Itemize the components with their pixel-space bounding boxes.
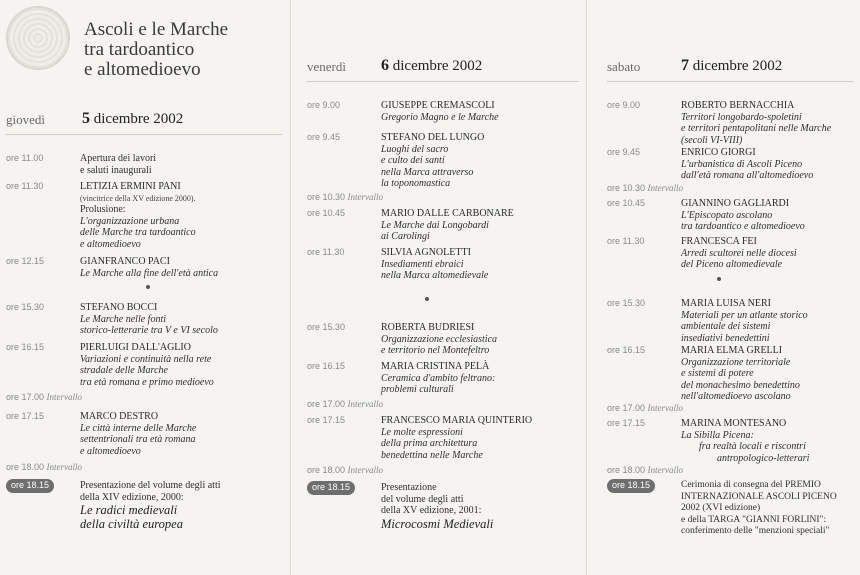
item-talk-line: Ceramica d'ambito feltrano: (381, 372, 496, 384)
item-speaker: ROBERTO BERNACCHIA (681, 100, 795, 111)
item-talk-line: ai Carolingi (381, 231, 430, 242)
item-talk-line: e altomedioevo (80, 445, 141, 457)
main-title (84, 20, 228, 80)
item-talk-line: Variazioni e continuità nella rete (80, 353, 212, 365)
item-time: ore 17.15 (307, 415, 346, 425)
item-talk-line: tra età romana e primo medioevo (80, 376, 214, 388)
interval-row (6, 392, 82, 402)
day-rule (6, 134, 282, 135)
title-line: Ascoli e le Marche (84, 19, 229, 40)
item-talk-line: Territori longobardo-spoletini (681, 111, 802, 123)
item-body (681, 418, 809, 464)
item-body (381, 322, 497, 357)
item-body (381, 247, 488, 282)
item-speaker: GIANNINO GAGLIARDI (681, 198, 790, 209)
day-date-number: 7 (681, 57, 689, 74)
item-speaker: ROBERTA BUDRIESI (381, 322, 475, 333)
interval-label: Intervallo (647, 183, 684, 193)
item-talk-line: fra realtà locali e riscontri (699, 441, 806, 452)
day-name: venerdì (307, 59, 346, 74)
item-time: ore 9.45 (607, 147, 641, 157)
item-body (381, 415, 532, 461)
item-line: INTERNAZIONALE ASCOLI PICENO (681, 491, 837, 502)
item-time: ore 10.45 (307, 208, 346, 218)
day-name: giovedì (6, 112, 45, 127)
item-time: ore 17.15 (6, 411, 45, 421)
item-body (80, 411, 196, 457)
interval-label: Intervallo (46, 462, 83, 472)
interval-time: ore 18.00 (607, 465, 646, 475)
interval-row (6, 462, 82, 472)
interval-label: Intervallo (647, 465, 684, 475)
item-body (381, 482, 493, 531)
item-speaker: FRANCESCA FEI (681, 236, 757, 247)
item-speaker: GIUSEPPE CREMASCOLI (381, 100, 495, 111)
item-body (80, 153, 156, 176)
item-talk-line: e territori pentapolitani nelle Marche (681, 123, 832, 134)
item-talk-line: della prima architettura (381, 438, 478, 449)
interval-row (607, 403, 683, 413)
item-talk-line: benedettina nelle Marche (381, 449, 483, 461)
item-time-highlight: ore 18.15 (607, 479, 655, 493)
item-body (681, 147, 813, 182)
item-speaker: STEFANO DEL LUNGO (381, 132, 485, 143)
day-name: sabato (607, 59, 641, 74)
interval-time: ore 17.00 (607, 403, 646, 413)
item-talk-line: storico-letterarie tra V e VI secolo (80, 325, 218, 336)
item-talk-line: nella Marca attraverso (381, 166, 474, 178)
day-date-rest: dicembre 2002 (392, 58, 483, 74)
panel-saturday (586, 0, 860, 575)
title-line: tra tardoantico (84, 39, 195, 60)
day-date-rest: dicembre 2002 (692, 58, 783, 74)
item-speaker: FRANCESCO MARIA QUINTERIO (381, 415, 533, 426)
item-line: Apertura dei lavori (80, 153, 157, 164)
item-body (381, 361, 495, 396)
item-talk-line: Materiali per un atlante storico (681, 309, 808, 321)
interval-row (307, 465, 383, 475)
item-talk-line: la toponomastica (381, 178, 451, 189)
item-time: ore 12.15 (6, 256, 45, 266)
item-talk-line: del Piceno altomedievale (681, 259, 783, 270)
item-book-title: Le radici medievali (80, 503, 178, 517)
item-talk-line: Insediamenti ebraici (381, 258, 464, 270)
interval-label: Intervallo (647, 403, 684, 413)
item-talk-line: Organizzazione ecclesiastica (381, 333, 498, 345)
interval-label: Intervallo (46, 392, 83, 402)
item-line: e della TARGA "GIANNI FORLINI": (681, 514, 827, 525)
item-body (681, 298, 808, 344)
interval-row (607, 183, 683, 193)
item-time: ore 9.00 (307, 100, 341, 110)
title-line: e altomedioevo (84, 59, 201, 80)
item-line: conferimento delle "menzioni speciali" (681, 526, 830, 536)
item-talk-line: e sistemi di potere (681, 368, 754, 379)
item-speaker: GIANFRANCO PACI (80, 256, 170, 267)
item-talk-line: dall'età romana all'altomedioevo (681, 170, 814, 181)
interval-time: ore 10.30 (607, 183, 646, 193)
item-talk-line: delle Marche tra tardoantico (80, 227, 196, 238)
day-date-rest: dicembre 2002 (93, 111, 184, 127)
item-speaker: SILVIA AGNOLETTI (381, 247, 471, 258)
day-date (82, 110, 183, 128)
item-talk-line: tra tardoantico e altomedioevo (681, 221, 805, 232)
item-body (681, 345, 800, 403)
day-header-saturday (607, 57, 859, 79)
separator-dot (717, 277, 721, 281)
item-time: ore 16.15 (307, 361, 346, 371)
item-talk-line: L'Episcopato ascolano (681, 209, 773, 221)
item-talk-line: nella Marca altomedievale (381, 270, 489, 281)
separator-dot (146, 285, 150, 289)
item-talk-line: Le Marche nelle fonti (80, 313, 166, 325)
panel-friday (290, 0, 586, 575)
item-speaker: STEFANO BOCCI (80, 302, 158, 313)
day-header-friday (307, 57, 583, 79)
item-time: ore 9.00 (607, 100, 641, 110)
item-speaker: MARIA LUISA NERI (681, 298, 772, 309)
interval-row (307, 192, 383, 202)
item-book-title: Microcosmi Medievali (381, 516, 494, 531)
item-talk-line: problemi culturali (381, 384, 454, 395)
day-rule (307, 81, 579, 82)
item-talk-line: (secoli VI-VIII) (681, 134, 743, 146)
day-rule (607, 81, 853, 82)
item-talk-line: e culto dei santi (381, 155, 445, 166)
interval-row (607, 465, 683, 475)
item-line: 2002 (XVI edizione) (681, 503, 761, 513)
item-speaker: MARIA CRISTINA PELÀ (381, 361, 490, 372)
item-line: Prolusione: (80, 204, 126, 215)
item-time: ore 11.30 (307, 247, 345, 257)
item-speaker: MARIA ELMA GRELLI (681, 345, 783, 356)
item-talk-line: ambientale dei sistemi (681, 321, 771, 332)
item-body (681, 198, 805, 233)
item-time: ore 15.30 (307, 322, 346, 332)
interval-label: Intervallo (347, 192, 384, 202)
item-line: Cerimonia di consegna del PREMIO (681, 480, 821, 490)
item-body (681, 236, 797, 271)
item-time: ore 11.30 (607, 236, 645, 246)
item-time: ore 9.45 (307, 132, 341, 142)
item-body (80, 181, 196, 250)
item-time-highlight: ore 18.15 (307, 481, 355, 495)
item-talk-line: settentrionali tra età romana (80, 434, 196, 445)
item-talk-line: del monachesimo benedettino (681, 379, 800, 391)
separator-dot (425, 297, 429, 301)
item-speaker: PIERLUIGI DALL'AGLIO (80, 342, 191, 353)
item-talk-line: Arredi scultorei nelle diocesi (681, 247, 797, 259)
item-talk-line: e altomedioevo (80, 238, 141, 250)
item-body (381, 208, 514, 243)
item-talk-line: nell'altomedioevo ascolano (681, 391, 791, 402)
item-line: Presentazione (381, 482, 437, 493)
day-date (681, 57, 782, 75)
interval-label: Intervallo (347, 465, 384, 475)
item-body (381, 132, 484, 190)
item-talk-line: insediativi benedettini (681, 332, 770, 344)
item-time: ore 16.15 (607, 345, 646, 355)
item-talk-line: stradale delle Marche (80, 365, 168, 376)
item-time: ore 16.15 (6, 342, 45, 352)
item-body (80, 256, 218, 279)
item-talk-line: L'urbanistica di Ascoli Piceno (681, 158, 803, 170)
day-date-number: 5 (82, 110, 90, 127)
item-talk-line: Le Marche alla fine dell'età antica (80, 267, 219, 279)
item-body (80, 480, 221, 531)
item-talk-line: La Sibilla Picena: (681, 429, 754, 441)
day-header-thursday (6, 110, 286, 132)
interval-time: ore 17.00 (6, 392, 45, 402)
item-talk-line: Le città interne delle Marche (80, 422, 197, 434)
item-talk-line: e territorio nel Montefeltro (381, 345, 490, 356)
item-time: ore 11.30 (6, 181, 44, 191)
item-body (681, 100, 831, 146)
day-date (381, 57, 482, 75)
item-line: Presentazione del volume degli atti (80, 480, 221, 491)
item-speaker: MARIO DALLE CARBONARE (381, 208, 514, 219)
item-talk-line: Le Marche dai Longobardi (381, 219, 489, 231)
seal-emblem-icon (6, 6, 70, 70)
day-date-number: 6 (381, 57, 389, 74)
item-body (80, 342, 214, 388)
item-line: e saluti inaugurali (80, 164, 152, 176)
interval-row (307, 399, 383, 409)
interval-time: ore 17.00 (307, 399, 346, 409)
item-time-highlight: ore 18.15 (6, 479, 54, 493)
item-talk-line: antropologico-letterari (717, 452, 810, 464)
item-time: ore 10.45 (607, 198, 646, 208)
item-note: (vincitrice della XV edizione 2000). (80, 193, 196, 203)
item-time: ore 15.30 (6, 302, 45, 312)
item-body (381, 100, 499, 123)
item-time: ore 11.00 (6, 153, 44, 163)
item-time: ore 15.30 (607, 298, 646, 308)
item-talk-line: Gregorio Magno e le Marche (381, 111, 499, 123)
item-time: ore 17.15 (607, 418, 646, 428)
item-speaker: MARINA MONTESANO (681, 418, 787, 429)
item-speaker: LETIZIA ERMINI PANI (80, 181, 181, 192)
item-talk-line: Le molte espressioni (381, 426, 463, 438)
interval-label: Intervallo (347, 399, 384, 409)
interval-time: ore 18.00 (307, 465, 346, 475)
item-talk-line: Organizzazione territoriale (681, 356, 791, 368)
item-talk-line: Luoghi del sacro (381, 143, 449, 155)
panel-thursday (0, 0, 290, 575)
item-line: della XV edizione, 2001: (381, 505, 482, 516)
interval-time: ore 10.30 (307, 192, 346, 202)
item-line: del volume degli atti (381, 493, 464, 505)
item-book-title: della civiltà europea (80, 517, 183, 531)
item-line: della XIV edizione, 2000: (80, 491, 184, 503)
interval-time: ore 18.00 (6, 462, 45, 472)
item-talk-line: L'organizzazione urbana (80, 215, 180, 227)
item-body (80, 302, 218, 337)
item-speaker: ENRICO GIORGI (681, 147, 756, 158)
item-body (681, 480, 859, 538)
item-speaker: MARCO DESTRO (80, 411, 159, 422)
